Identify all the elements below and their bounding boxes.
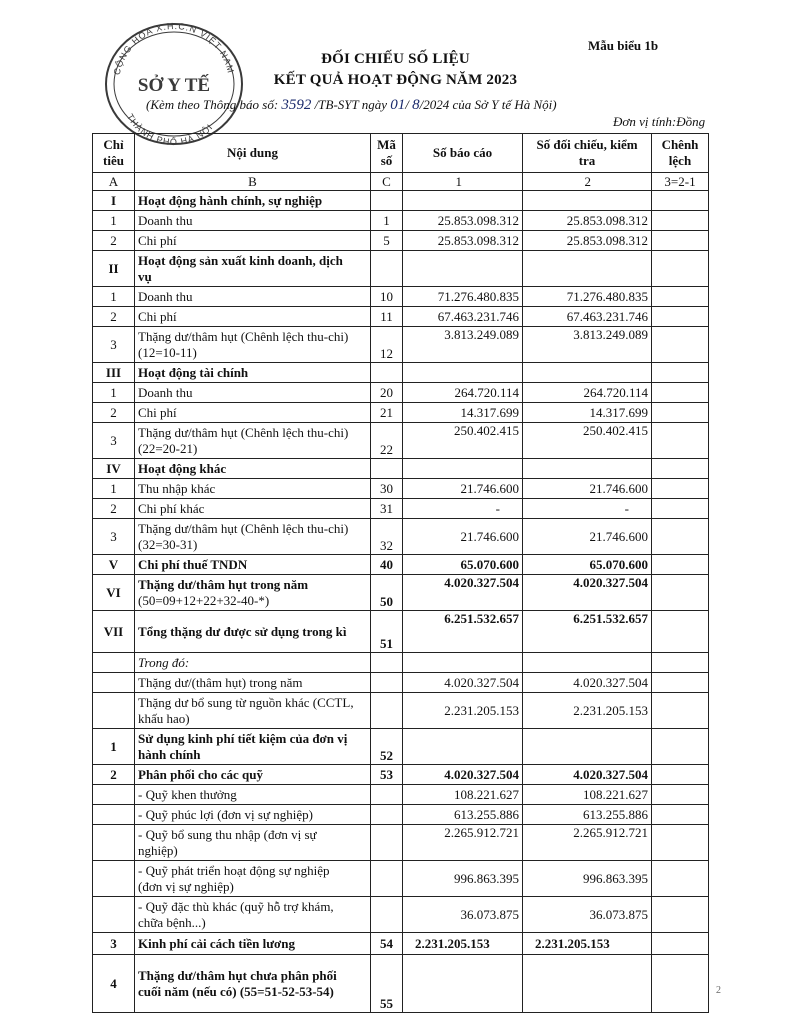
content-line: Kinh phí cải cách tiền lương [138, 935, 295, 951]
cell-chi-tieu: 1 [93, 729, 135, 765]
content-line: Thặng dư/thâm hụt trong năm [138, 576, 309, 592]
form-code: Mẫu biểu 1b [588, 38, 659, 53]
cell-so-bao-cao: 6.251.532.657 [403, 611, 523, 653]
content-line: Thặng dư/(thâm hụt) trong năm [138, 674, 303, 690]
cell-ma-so: 12 [371, 327, 403, 363]
cell-chenh-lech [652, 805, 709, 825]
cell-chi-tieu [93, 693, 135, 729]
cell-chenh-lech [652, 307, 709, 327]
cell-so-bao-cao: 2.265.912.721 [403, 825, 523, 861]
cell-noi-dung [135, 307, 371, 327]
reference-day: 01 [390, 97, 406, 113]
cell-so-bao-cao [403, 191, 523, 211]
page-mark: 2 [716, 985, 721, 996]
cell-so-doi-chieu: 3.813.249.089 [523, 327, 652, 363]
table-row [93, 499, 709, 519]
cell-chenh-lech [652, 363, 709, 383]
cell-chenh-lech [652, 211, 709, 231]
cell-so-doi-chieu: 25.853.098.312 [523, 211, 652, 231]
cell-chenh-lech [652, 191, 709, 211]
cell-ma-so: 21 [371, 403, 403, 423]
cell-so-bao-cao [403, 363, 523, 383]
content-line: Hoạt động khác [138, 460, 227, 476]
table-header-row [93, 134, 709, 173]
cell-chi-tieu: 2 [93, 307, 135, 327]
cell-ma-so: 40 [371, 555, 403, 575]
cell-noi-dung [135, 423, 371, 459]
content-line: Tổng thặng dư được sử dụng trong kì [138, 623, 347, 639]
header-chenh-lech: Chênh lệch [652, 134, 709, 173]
cell-so-doi-chieu: 613.255.886 [523, 805, 652, 825]
content-line: vụ [138, 268, 152, 284]
content-line: Thặng dư/thâm hụt chưa phân phối [138, 967, 337, 983]
cell-ma-so [371, 251, 403, 287]
cell-chenh-lech [652, 423, 709, 459]
svg-text:CỘNG HÒA X.H.C.N VIỆT NAM: CỘNG HÒA X.H.C.N VIỆT NAM [111, 20, 237, 76]
table-row [93, 933, 709, 955]
cell-noi-dung [135, 479, 371, 499]
cell-so-bao-cao: 25.853.098.312 [403, 211, 523, 231]
cell-chenh-lech [652, 785, 709, 805]
cell-so-doi-chieu [523, 729, 652, 765]
table-row [93, 555, 709, 575]
cell-chenh-lech [652, 499, 709, 519]
cell-chenh-lech [652, 955, 709, 1013]
cell-noi-dung [135, 231, 371, 251]
cell-ma-so: 31 [371, 499, 403, 519]
cell-noi-dung [135, 287, 371, 307]
table-row [93, 327, 709, 363]
cell-ma-so [371, 673, 403, 693]
table-row [93, 785, 709, 805]
table-row [93, 383, 709, 403]
cell-chenh-lech [652, 555, 709, 575]
content-line: hành chính [138, 746, 201, 762]
cell-so-doi-chieu [523, 363, 652, 383]
cell-ma-so: 52 [371, 729, 403, 765]
cell-chenh-lech [652, 611, 709, 653]
cell-so-bao-cao: 21.746.600 [403, 519, 523, 555]
cell-noi-dung [135, 729, 371, 765]
table-row [93, 825, 709, 861]
cell-chi-tieu: 2 [93, 231, 135, 251]
cell-so-doi-chieu [523, 459, 652, 479]
header-so-bao-cao: Số báo cáo [403, 134, 523, 173]
cell-so-bao-cao: 65.070.600 [403, 555, 523, 575]
cell-chenh-lech [652, 933, 709, 955]
cell-ma-so: 51 [371, 611, 403, 653]
cell-so-bao-cao [403, 955, 523, 1013]
cell-so-bao-cao: 67.463.231.746 [403, 307, 523, 327]
header-noi-dung: Nội dung [135, 134, 371, 173]
cell-so-doi-chieu: 21.746.600 [523, 519, 652, 555]
cell-so-doi-chieu: 14.317.699 [523, 403, 652, 423]
cell-so-bao-cao [403, 459, 523, 479]
cell-so-doi-chieu [523, 955, 652, 1013]
cell-so-bao-cao: 4.020.327.504 [403, 673, 523, 693]
header-ma-so: Mã số [371, 134, 403, 173]
cell-so-bao-cao: 21.746.600 [403, 479, 523, 499]
cell-chenh-lech [652, 519, 709, 555]
cell-noi-dung [135, 653, 371, 673]
cell-noi-dung [135, 519, 371, 555]
table-row [93, 729, 709, 765]
content-line: (12=10-11) [138, 344, 197, 360]
cell-so-doi-chieu [523, 191, 652, 211]
cell-so-doi-chieu: 65.070.600 [523, 555, 652, 575]
cell-so-bao-cao: 250.402.415 [403, 423, 523, 459]
cell-noi-dung [135, 363, 371, 383]
cell-so-bao-cao: 1 [403, 173, 523, 191]
cell-noi-dung [135, 693, 371, 729]
cell-chi-tieu: VI [93, 575, 135, 611]
content-line: Hoạt động sản xuất kinh doanh, dịch [138, 252, 343, 268]
cell-so-doi-chieu: 264.720.114 [523, 383, 652, 403]
cell-ma-so: 54 [371, 933, 403, 955]
cell-ma-so: 50 [371, 575, 403, 611]
cell-so-bao-cao: 613.255.886 [403, 805, 523, 825]
table-row [93, 363, 709, 383]
content-line: Doanh thu [138, 288, 193, 304]
cell-ma-so: 30 [371, 479, 403, 499]
content-line: Chi phí [138, 232, 177, 248]
cell-ma-so [371, 363, 403, 383]
cell-so-doi-chieu: 4.020.327.504 [523, 765, 652, 785]
cell-chi-tieu: VII [93, 611, 135, 653]
cell-ma-so: 32 [371, 519, 403, 555]
cell-chi-tieu: III [93, 363, 135, 383]
header-chi-tieu: Chỉ tiêu [93, 134, 135, 173]
cell-chenh-lech [652, 459, 709, 479]
cell-ma-so: 11 [371, 307, 403, 327]
cell-ma-so: 55 [371, 955, 403, 1013]
content-line: Chi phí [138, 308, 177, 324]
table-row [93, 173, 709, 191]
content-line: Chi phí [138, 404, 177, 420]
table-row [93, 653, 709, 673]
cell-noi-dung [135, 611, 371, 653]
cell-chi-tieu: 3 [93, 423, 135, 459]
cell-chi-tieu: 1 [93, 287, 135, 307]
content-line: - Quỹ đặc thù khác (quỹ hỗ trợ khám, [138, 898, 334, 914]
cell-noi-dung [135, 211, 371, 231]
content-line: Trong đó: [138, 654, 190, 670]
cell-chenh-lech [652, 897, 709, 933]
cell-so-bao-cao: 4.020.327.504 [403, 575, 523, 611]
table-row [93, 307, 709, 327]
cell-chi-tieu: V [93, 555, 135, 575]
table-row [93, 287, 709, 307]
content-line: Sử dụng kinh phí tiết kiệm của đơn vị [138, 730, 348, 746]
reference-month: 8 [412, 97, 420, 113]
content-line: cuối năm (nếu có) (55=51-52-53-54) [138, 983, 334, 999]
content-line: - Quỹ phúc lợi (đơn vị sự nghiệp) [138, 806, 313, 822]
content-line: Chi phí khác [138, 500, 205, 516]
content-line: Hoạt động hành chính, sự nghiệp [138, 192, 323, 208]
cell-chi-tieu [93, 805, 135, 825]
cell-noi-dung [135, 173, 371, 191]
cell-noi-dung [135, 575, 371, 611]
cell-so-bao-cao: 996.863.395 [403, 861, 523, 897]
svg-text:THÀNH PHỐ HÀ NỘI: THÀNH PHỐ HÀ NỘI [124, 112, 215, 146]
cell-so-doi-chieu: 25.853.098.312 [523, 231, 652, 251]
cell-chi-tieu: IV [93, 459, 135, 479]
cell-so-doi-chieu: 4.020.327.504 [523, 575, 652, 611]
cell-chenh-lech [652, 765, 709, 785]
cell-ma-so [371, 693, 403, 729]
cell-ma-so [371, 785, 403, 805]
cell-so-doi-chieu: 21.746.600 [523, 479, 652, 499]
table-row [93, 861, 709, 897]
content-line: Thu nhập khác [138, 480, 216, 496]
cell-ma-so [371, 191, 403, 211]
cell-chi-tieu: 2 [93, 499, 135, 519]
cell-chenh-lech [652, 287, 709, 307]
cell-so-doi-chieu: 71.276.480.835 [523, 287, 652, 307]
cell-so-bao-cao: 108.221.627 [403, 785, 523, 805]
cell-ma-so [371, 897, 403, 933]
cell-noi-dung [135, 897, 371, 933]
cell-chi-tieu: A [93, 173, 135, 191]
cell-chenh-lech [652, 479, 709, 499]
cell-chenh-lech [652, 653, 709, 673]
cell-noi-dung [135, 499, 371, 519]
table-row [93, 955, 709, 1013]
table-row [93, 479, 709, 499]
cell-noi-dung [135, 459, 371, 479]
cell-ma-so [371, 459, 403, 479]
cell-so-doi-chieu: 6.251.532.657 [523, 611, 652, 653]
cell-so-bao-cao: 264.720.114 [403, 383, 523, 403]
cell-ma-so [371, 861, 403, 897]
cell-ma-so [371, 653, 403, 673]
content-line: Thặng dư/thâm hụt (Chênh lệch thu-chi) [138, 520, 349, 536]
table-row [93, 611, 709, 653]
cell-so-bao-cao: 14.317.699 [403, 403, 523, 423]
content-line: (50=09+12+22+32-40-*) [138, 592, 270, 608]
cell-chi-tieu: 2 [93, 403, 135, 423]
cell-chenh-lech [652, 729, 709, 765]
content-line: - Quỹ phát triển hoạt động sự nghiệp [138, 862, 330, 878]
cell-so-doi-chieu: 2.265.912.721 [523, 825, 652, 861]
reconciliation-table [92, 133, 709, 1013]
cell-so-doi-chieu: 36.073.875 [523, 897, 652, 933]
cell-so-bao-cao [403, 251, 523, 287]
cell-so-doi-chieu: 2 [523, 173, 652, 191]
cell-chenh-lech [652, 251, 709, 287]
content-line: Doanh thu [138, 212, 193, 228]
cell-so-bao-cao: 2.231.205.153 [403, 693, 523, 729]
table-row [93, 575, 709, 611]
cell-so-doi-chieu [523, 251, 652, 287]
content-line: (32=30-31) [138, 536, 198, 552]
cell-noi-dung [135, 955, 371, 1013]
reference-mid: /TB-SYT ngày [311, 97, 391, 112]
cell-chi-tieu: 1 [93, 383, 135, 403]
table-row [93, 403, 709, 423]
reference-number: 3592 [281, 97, 312, 113]
table-row [93, 211, 709, 231]
content-line: Doanh thu [138, 384, 193, 400]
table-row [93, 897, 709, 933]
table-row [93, 805, 709, 825]
cell-so-doi-chieu: 250.402.415 [523, 423, 652, 459]
content-line: (đơn vị sự nghiệp) [138, 878, 234, 894]
cell-so-bao-cao: - [403, 499, 523, 519]
table-row [93, 693, 709, 729]
cell-so-doi-chieu: 2.231.205.153 [523, 933, 652, 955]
cell-so-doi-chieu: - [523, 499, 652, 519]
cell-chi-tieu: 3 [93, 933, 135, 955]
content-line: Hoạt động tài chính [138, 364, 249, 380]
content-line: khấu hao) [138, 710, 190, 726]
cell-so-doi-chieu: 2.231.205.153 [523, 693, 652, 729]
cell-ma-so: 10 [371, 287, 403, 307]
cell-noi-dung [135, 555, 371, 575]
content-line: B [248, 173, 257, 189]
content-line: Chi phí thuế TNDN [138, 556, 248, 572]
table-row [93, 519, 709, 555]
cell-ma-so: 22 [371, 423, 403, 459]
cell-noi-dung [135, 861, 371, 897]
cell-noi-dung [135, 383, 371, 403]
cell-ma-so [371, 805, 403, 825]
cell-ma-so [371, 825, 403, 861]
cell-so-doi-chieu: 108.221.627 [523, 785, 652, 805]
table-row [93, 765, 709, 785]
content-line: Phân phối cho các quỹ [138, 766, 263, 782]
cell-chenh-lech [652, 825, 709, 861]
cell-chenh-lech [652, 861, 709, 897]
cell-chenh-lech [652, 231, 709, 251]
cell-noi-dung [135, 805, 371, 825]
document-title: ĐỐI CHIẾU SỐ LIỆU [321, 51, 470, 67]
cell-chi-tieu: II [93, 251, 135, 287]
content-line: nghiệp) [138, 842, 178, 858]
cell-chi-tieu [93, 673, 135, 693]
cell-noi-dung [135, 765, 371, 785]
cell-chenh-lech [652, 403, 709, 423]
cell-so-bao-cao: 25.853.098.312 [403, 231, 523, 251]
cell-so-bao-cao: 3.813.249.089 [403, 327, 523, 363]
cell-noi-dung [135, 673, 371, 693]
cell-so-bao-cao: 71.276.480.835 [403, 287, 523, 307]
cell-chenh-lech [652, 693, 709, 729]
content-line: (22=20-21) [138, 440, 198, 456]
cell-noi-dung [135, 933, 371, 955]
cell-chi-tieu: I [93, 191, 135, 211]
table-row [93, 423, 709, 459]
cell-ma-so: 20 [371, 383, 403, 403]
cell-so-bao-cao: 4.020.327.504 [403, 765, 523, 785]
cell-noi-dung [135, 327, 371, 363]
content-line: - Quỹ khen thưởng [138, 786, 237, 802]
cell-chenh-lech [652, 673, 709, 693]
cell-chi-tieu [93, 897, 135, 933]
cell-noi-dung [135, 785, 371, 805]
cell-ma-so: 5 [371, 231, 403, 251]
document-subtitle-title: KẾT QUẢ HOẠT ĐỘNG NĂM 2023 [273, 72, 518, 88]
cell-so-doi-chieu: 67.463.231.746 [523, 307, 652, 327]
cell-so-bao-cao: 36.073.875 [403, 897, 523, 933]
table-row [93, 251, 709, 287]
table-row [93, 673, 709, 693]
cell-noi-dung [135, 403, 371, 423]
cell-chenh-lech [652, 575, 709, 611]
cell-ma-so: C [371, 173, 403, 191]
reference-sep: / [405, 97, 413, 112]
reference-prefix: (Kèm theo Thông báo số: [146, 97, 282, 112]
table-row [93, 191, 709, 211]
cell-chi-tieu: 3 [93, 519, 135, 555]
reference-line [146, 97, 557, 114]
cell-chenh-lech [652, 383, 709, 403]
cell-chi-tieu [93, 861, 135, 897]
cell-chi-tieu: 3 [93, 327, 135, 363]
cell-so-bao-cao [403, 729, 523, 765]
cell-chi-tieu: 4 [93, 955, 135, 1013]
table-row [93, 459, 709, 479]
content-line: Thặng dư bổ sung từ nguồn khác (CCTL, [138, 694, 354, 710]
cell-so-bao-cao [403, 653, 523, 673]
content-line: - Quỹ bổ sung thu nhập (đơn vị sự [138, 826, 317, 842]
cell-ma-so: 1 [371, 211, 403, 231]
cell-chi-tieu: 2 [93, 765, 135, 785]
table-row [93, 231, 709, 251]
content-line: Thặng dư/thâm hụt (Chênh lệch thu-chi) [138, 328, 349, 344]
cell-chi-tieu: 1 [93, 211, 135, 231]
cell-chi-tieu [93, 825, 135, 861]
cell-noi-dung [135, 251, 371, 287]
cell-chenh-lech: 3=2-1 [652, 173, 709, 191]
cell-ma-so: 53 [371, 765, 403, 785]
cell-chi-tieu [93, 785, 135, 805]
reference-suffix: /2024 của Sở Y tế Hà Nội) [419, 97, 557, 112]
cell-so-bao-cao: 2.231.205.153 [403, 933, 523, 955]
header-so-doi-chieu: Số đối chiếu, kiểm tra [523, 134, 652, 173]
cell-chi-tieu [93, 653, 135, 673]
unit-label: Đơn vị tính:Đồng [613, 114, 706, 129]
cell-noi-dung [135, 191, 371, 211]
cell-chenh-lech [652, 327, 709, 363]
svg-text:SỞ Y TẾ: SỞ Y TẾ [137, 75, 211, 96]
cell-so-doi-chieu: 996.863.395 [523, 861, 652, 897]
cell-so-doi-chieu: 4.020.327.504 [523, 673, 652, 693]
content-line: chữa bệnh...) [138, 914, 206, 930]
cell-noi-dung [135, 825, 371, 861]
content-line: Thặng dư/thâm hụt (Chênh lệch thu-chi) [138, 424, 349, 440]
cell-chi-tieu: 1 [93, 479, 135, 499]
cell-so-doi-chieu [523, 653, 652, 673]
